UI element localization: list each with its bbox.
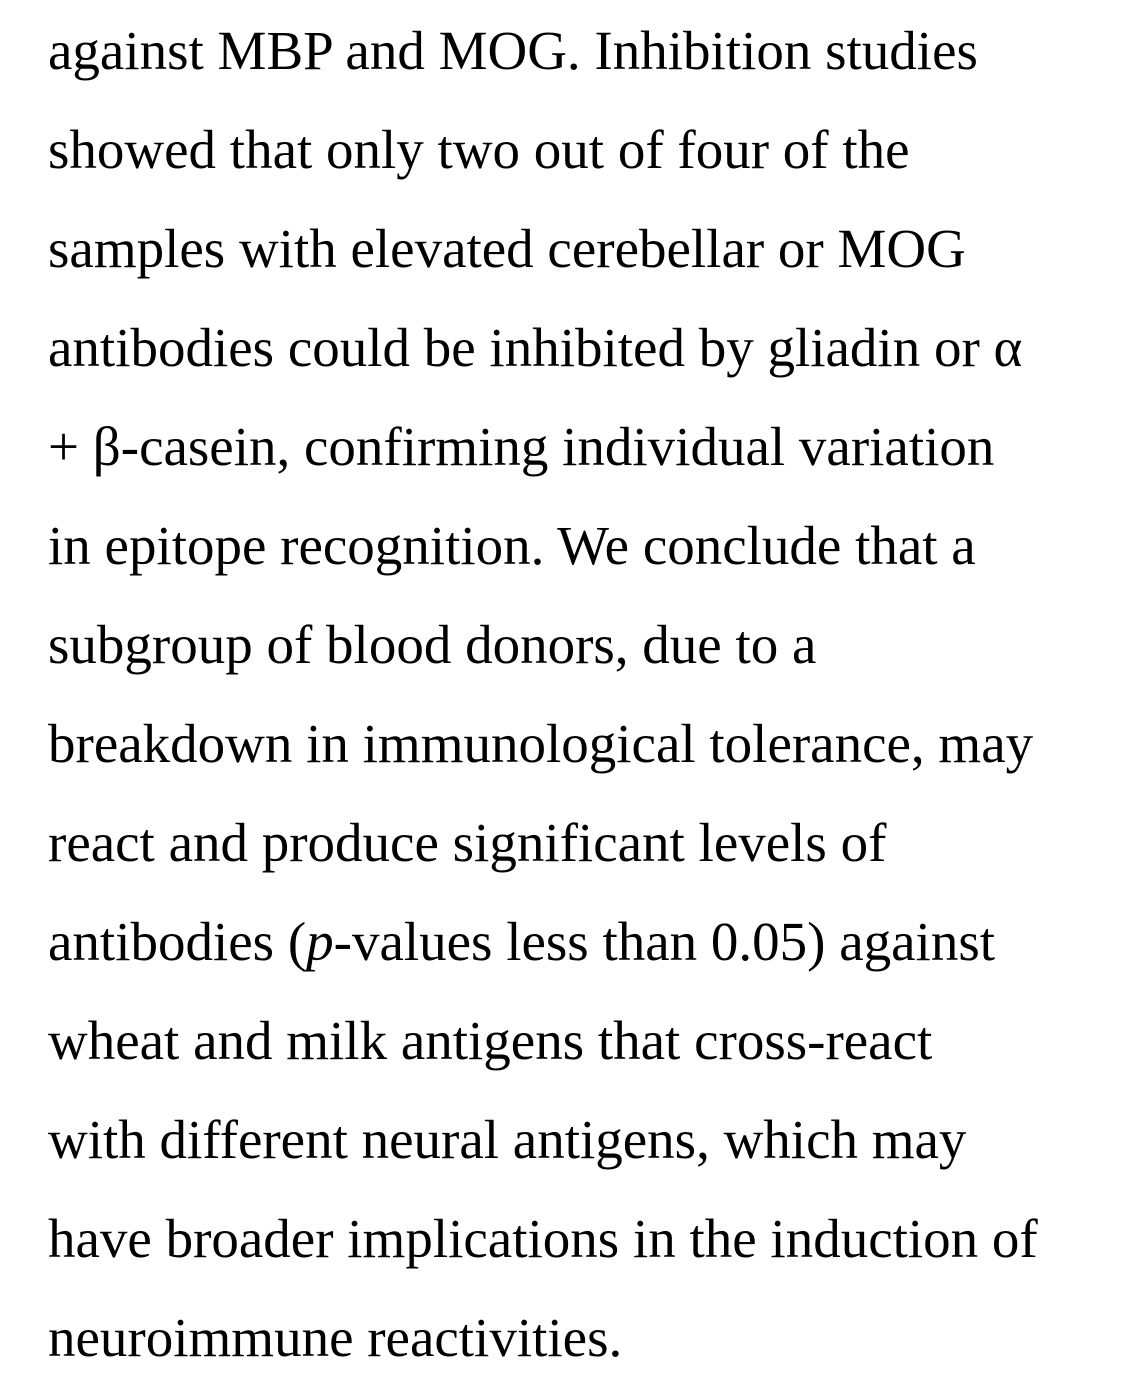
text-line: neuroimmune reactivities. [48,1307,623,1368]
text-line: showed that only two out of four of the [48,119,910,180]
text-line-pvalue [48,909,995,975]
text-segment: antibodies ( [48,911,307,972]
text-line: subgroup of blood donors, due to a [48,614,817,675]
italic-p: p [306,911,334,972]
text-line: antibodies could be inhibited by gliadin or α [48,317,1023,378]
text-line: against MBP and MOG. Inhibition studies [48,20,978,81]
text-line: in epitope recognition. We conclude that a [48,515,976,576]
text-line: have broader implications in the induction of [48,1208,1038,1269]
text-line: samples with elevated cerebellar or MOG [48,218,966,279]
text-line: + β-casein, confirming individual variation [48,416,995,477]
text-line: wheat and milk antigens that cross-react [48,1010,933,1071]
text-line: react and produce significant levels of [48,812,887,873]
text-segment: -values less than 0.05) against [333,911,996,972]
text-line: breakdown in immunological tolerance, may [48,713,1034,774]
text-line: with different neural antigens, which may [48,1109,967,1170]
